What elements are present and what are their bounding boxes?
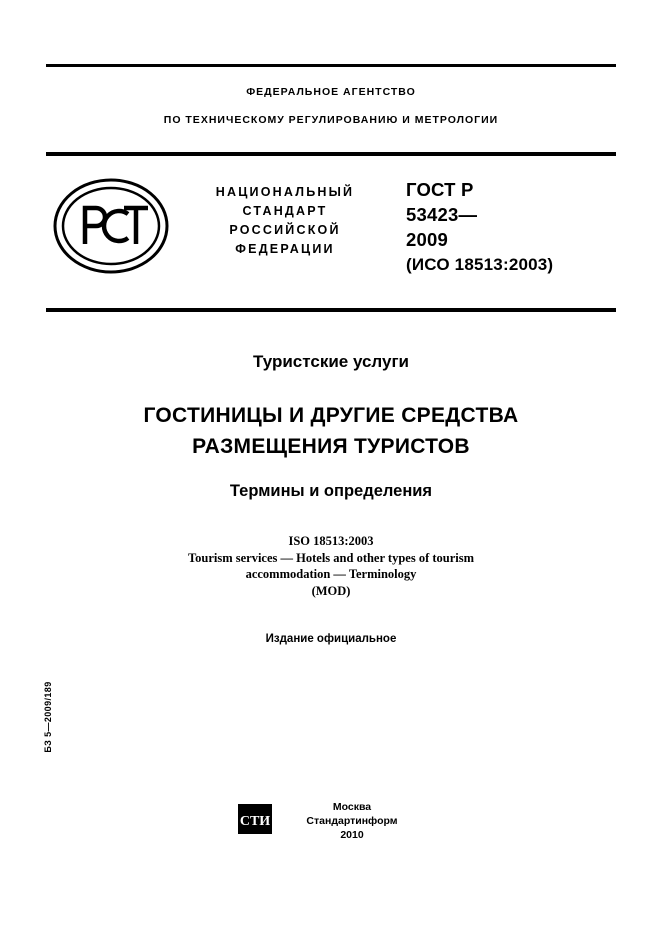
official-edition-note: Издание официальное: [265, 633, 397, 645]
publisher-year: 2010: [340, 829, 364, 841]
national-standard-line-4: ФЕДЕРАЦИИ: [235, 242, 335, 256]
national-standard-line-3: РОССИЙСКОЙ: [229, 223, 341, 237]
iso-reference-line-3: accommodation — Terminology: [245, 567, 417, 581]
page-title-line-1: ГОСТИНИЦЫ И ДРУГИЕ СРЕДСТВА: [143, 404, 519, 427]
iso-reference-block: [96, 533, 566, 599]
document-subtitle: Термины и определения: [229, 482, 433, 500]
svg-text:СТИ: СТИ: [239, 814, 271, 829]
page-title-line-2: РАЗМЕЩЕНИЯ ТУРИСТОВ: [192, 435, 470, 458]
agency-line-1: ФЕДЕРАЛЬНОЕ АГЕНТСТВО: [246, 86, 416, 98]
bottom-divider-rule: [46, 308, 616, 312]
agency-line-2: ПО ТЕХНИЧЕСКОМУ РЕГУЛИРОВАНИЮ И МЕТРОЛОГИИ: [163, 114, 499, 126]
document-subject: Туристские услуги: [253, 352, 409, 371]
publisher-name: Стандартинформ: [306, 815, 398, 827]
standard-number-line-2: 53423—: [406, 204, 478, 225]
standard-number-line-4: (ИСО 18513:2003): [406, 255, 554, 274]
side-catalog-code: БЗ 5—2009/189: [43, 681, 53, 753]
national-standard-line-2: СТАНДАРТ: [242, 204, 328, 218]
page-title: [66, 400, 596, 462]
iso-reference-line-2: Tourism services — Hotels and other types of tourism: [187, 550, 475, 565]
gost-r-emblem-icon: [52, 176, 170, 276]
iso-reference-line-4: (MOD): [311, 583, 351, 598]
national-standard-line-1: НАЦИОНАЛЬНЫЙ: [215, 185, 355, 199]
national-standard-wording: [180, 183, 390, 259]
agency-header: [46, 86, 616, 126]
standard-number-line-1: ГОСТ Р: [406, 179, 474, 200]
middle-divider-rule: [46, 152, 616, 156]
top-divider-rule: [46, 64, 616, 67]
publisher-city: Москва: [332, 801, 372, 813]
iso-reference-line-1: ISO 18513:2003: [288, 534, 374, 548]
publisher-footer: [230, 800, 440, 848]
standard-number: [406, 177, 621, 277]
publisher-info: [282, 800, 422, 842]
standartinform-logo-icon: [238, 804, 272, 834]
standard-number-line-3: 2009: [406, 229, 448, 250]
